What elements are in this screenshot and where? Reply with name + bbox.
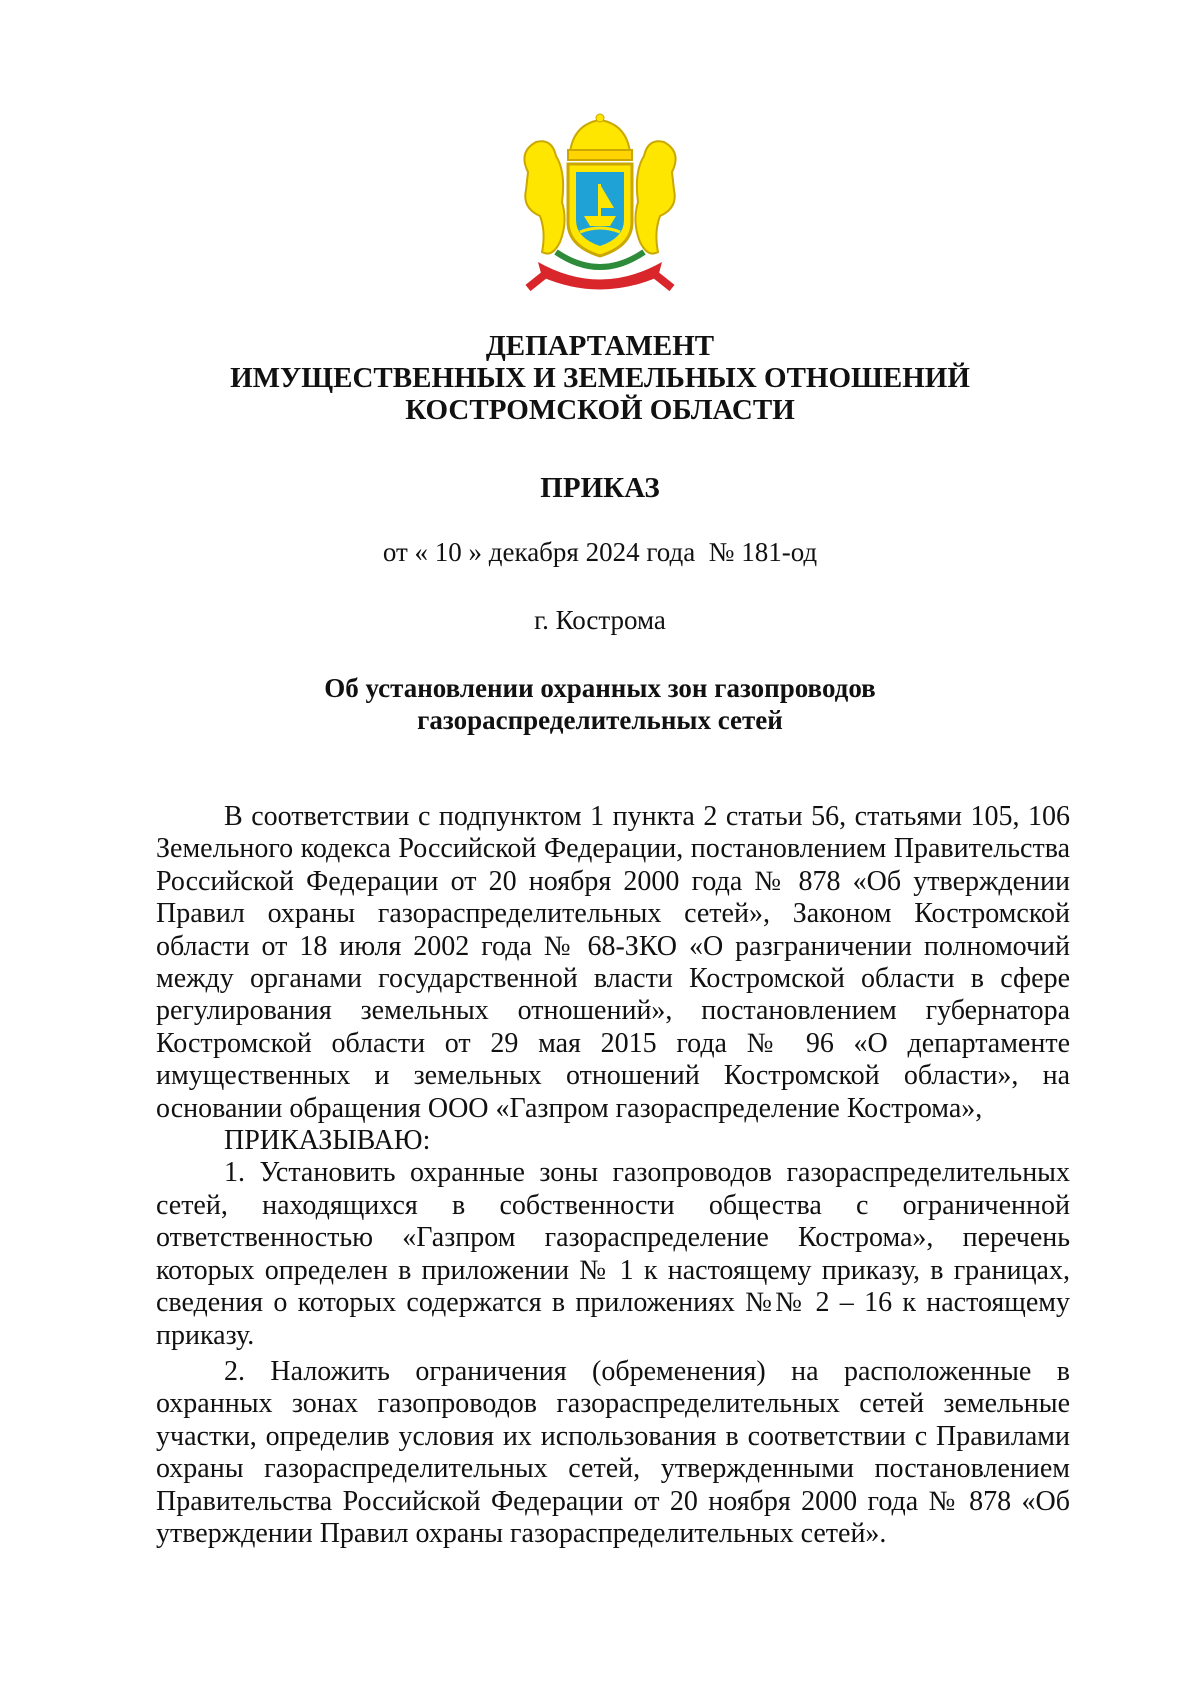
- date-and-number: от « 10 » декабря 2024 года № 181-од: [382, 537, 818, 567]
- document-type: ПРИКАЗ: [540, 472, 660, 504]
- department-line-3: КОСТРОМСКОЙ ОБЛАСТИ: [405, 394, 795, 426]
- coat-of-arms-icon: [508, 112, 692, 296]
- department-name: [0, 330, 1200, 426]
- preamble-paragraph: В соответствии с подпунктом 1 пункта 2 статьи 56, статьями 105, 106 Земельного кодекса Российской Федерации, постановлением Правительства Российской Федерации от 20 ноября 2000 года № 878 «Об утверждении Правил охраны газораспределительных сетей», Законом Костромской области от 18 июля 2002 года № 68-ЗКО «О разграничении полномочий между органами государственной власти Костромской области в сфере регулирования земельных отношений», постановлением губернатора Костромской области от 29 мая 2015 года № 96 «О департаменте имущественных и земельных отношений Костромской области», на основании обращения ООО «Газпром газораспределение Кострома»,: [156, 801, 1070, 1124]
- order-word: ПРИКАЗЫВАЮ:: [224, 1125, 431, 1157]
- document-body: [156, 801, 1070, 1550]
- department-line-1: ДЕПАРТАМЕНТ: [485, 330, 715, 362]
- title-line-1: Об установлении охранных зон газопроводов: [324, 673, 876, 703]
- title-line-2: газораспределительных сетей: [417, 705, 783, 735]
- document-title: [0, 672, 1200, 736]
- department-line-2: ИМУЩЕСТВЕННЫХ И ЗЕМЕЛЬНЫХ ОТНОШЕНИЙ: [230, 362, 970, 394]
- item-2-paragraph: 2. Наложить ограничения (обременения) на расположенные в охранных зонах газопроводов газораспределительных сетей земельные участки, определив условия их использования в соответствии с Правилами охраны газораспределительных сетей, утвержденными постановлением Правительства Российской Федерации от 20 ноября 2000 года № 878 «Об утверждении Правил охраны газораспределительных сетей».: [156, 1355, 1070, 1549]
- item-1-paragraph: 1. Установить охранные зоны газопроводов газораспределительных сетей, находящихся в собственности общества с ограниченной ответственностью «Газпром газораспределение Кострома», перечень которых определен в приложении № 1 к настоящему приказу, в границах, сведения о которых содержатся в приложениях №№ 2 – 16 к настоящему приказу.: [156, 1157, 1070, 1351]
- city: г. Кострома: [534, 605, 666, 635]
